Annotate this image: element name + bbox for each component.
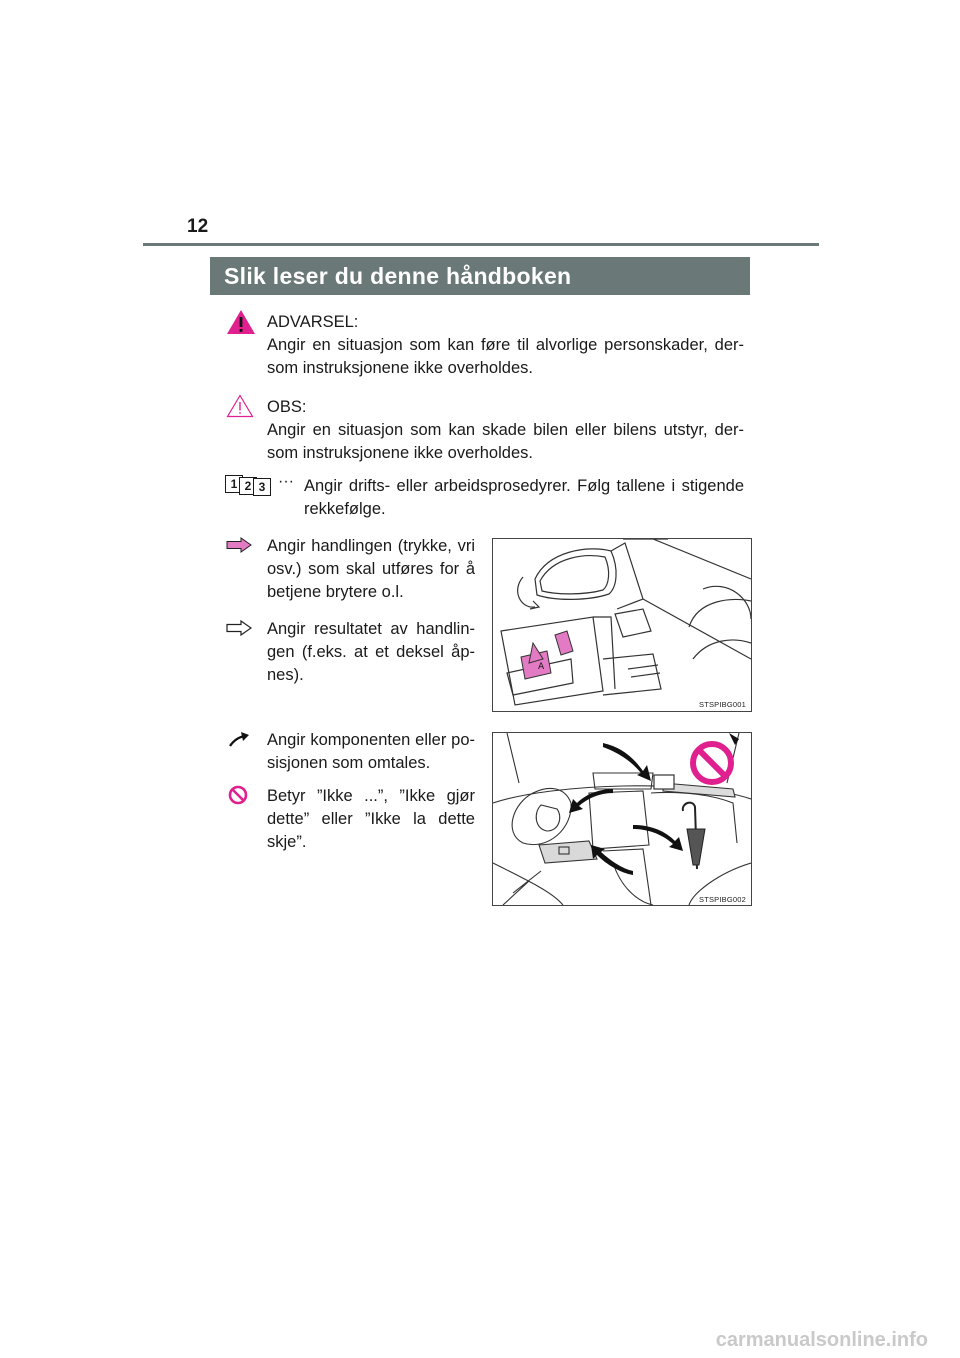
steps-text: Angir drifts- eller arbeidsprosedyrer. Følg tallene i stigende rekkefølge. bbox=[304, 477, 744, 518]
figure-dashboard-prohibited bbox=[492, 732, 752, 906]
dashboard-illustration bbox=[493, 733, 751, 905]
warning-text: Angir en situasjon som kan føre til alvorlige personskader, der-som instruksjonene ikke overholdes. bbox=[267, 336, 744, 377]
step-number-1: 1 bbox=[225, 475, 243, 493]
action-arrow-icon bbox=[226, 537, 252, 553]
mirror-switch-illustration bbox=[493, 539, 751, 711]
result-arrow-icon bbox=[226, 620, 252, 636]
figure-1-caption: STSPIBG001 bbox=[699, 700, 747, 709]
footer-watermark-url[interactable]: carmanualsonline.info bbox=[715, 1329, 928, 1351]
prohibited-icon bbox=[228, 785, 248, 805]
prohibited-text: Betyr ”Ikke ...”, ”Ikke gjør dette” eller ”Ikke la dette skje”. bbox=[267, 787, 475, 851]
step-dots: ··· bbox=[278, 473, 294, 490]
action-arrow-text: Angir handlingen (trykke, vri osv.) som skal utføres for å betjene brytere o.l. bbox=[267, 537, 475, 601]
component-arrow-text: Angir komponenten eller po-sisjonen som omtales. bbox=[267, 731, 475, 772]
svg-text:A: A bbox=[538, 662, 545, 672]
figure-mirror-switch bbox=[492, 538, 752, 712]
step-number-3: 3 bbox=[253, 478, 271, 496]
section-title: Slik leser du denne håndboken bbox=[210, 257, 750, 295]
page-number: 12 bbox=[187, 216, 209, 237]
caution-text: Angir en situasjon som kan skade bilen eller bilens utstyr, der-som instruksjonene ikke overholdes. bbox=[267, 421, 744, 462]
figure-2-caption: STSPIBG002 bbox=[699, 895, 747, 904]
step-number-2: 2 bbox=[239, 477, 257, 495]
caution-triangle-outline-icon bbox=[226, 394, 254, 418]
header-rule bbox=[143, 243, 819, 246]
result-arrow-text: Angir resultatet av handlin-gen (f.eks. at et deksel åp-nes). bbox=[267, 620, 475, 684]
caution-heading: OBS: bbox=[267, 398, 307, 416]
warning-heading: ADVARSEL: bbox=[267, 313, 359, 331]
step-number-boxes bbox=[225, 475, 277, 495]
warning-triangle-filled-icon bbox=[226, 309, 256, 335]
component-arrow-icon bbox=[228, 732, 250, 748]
